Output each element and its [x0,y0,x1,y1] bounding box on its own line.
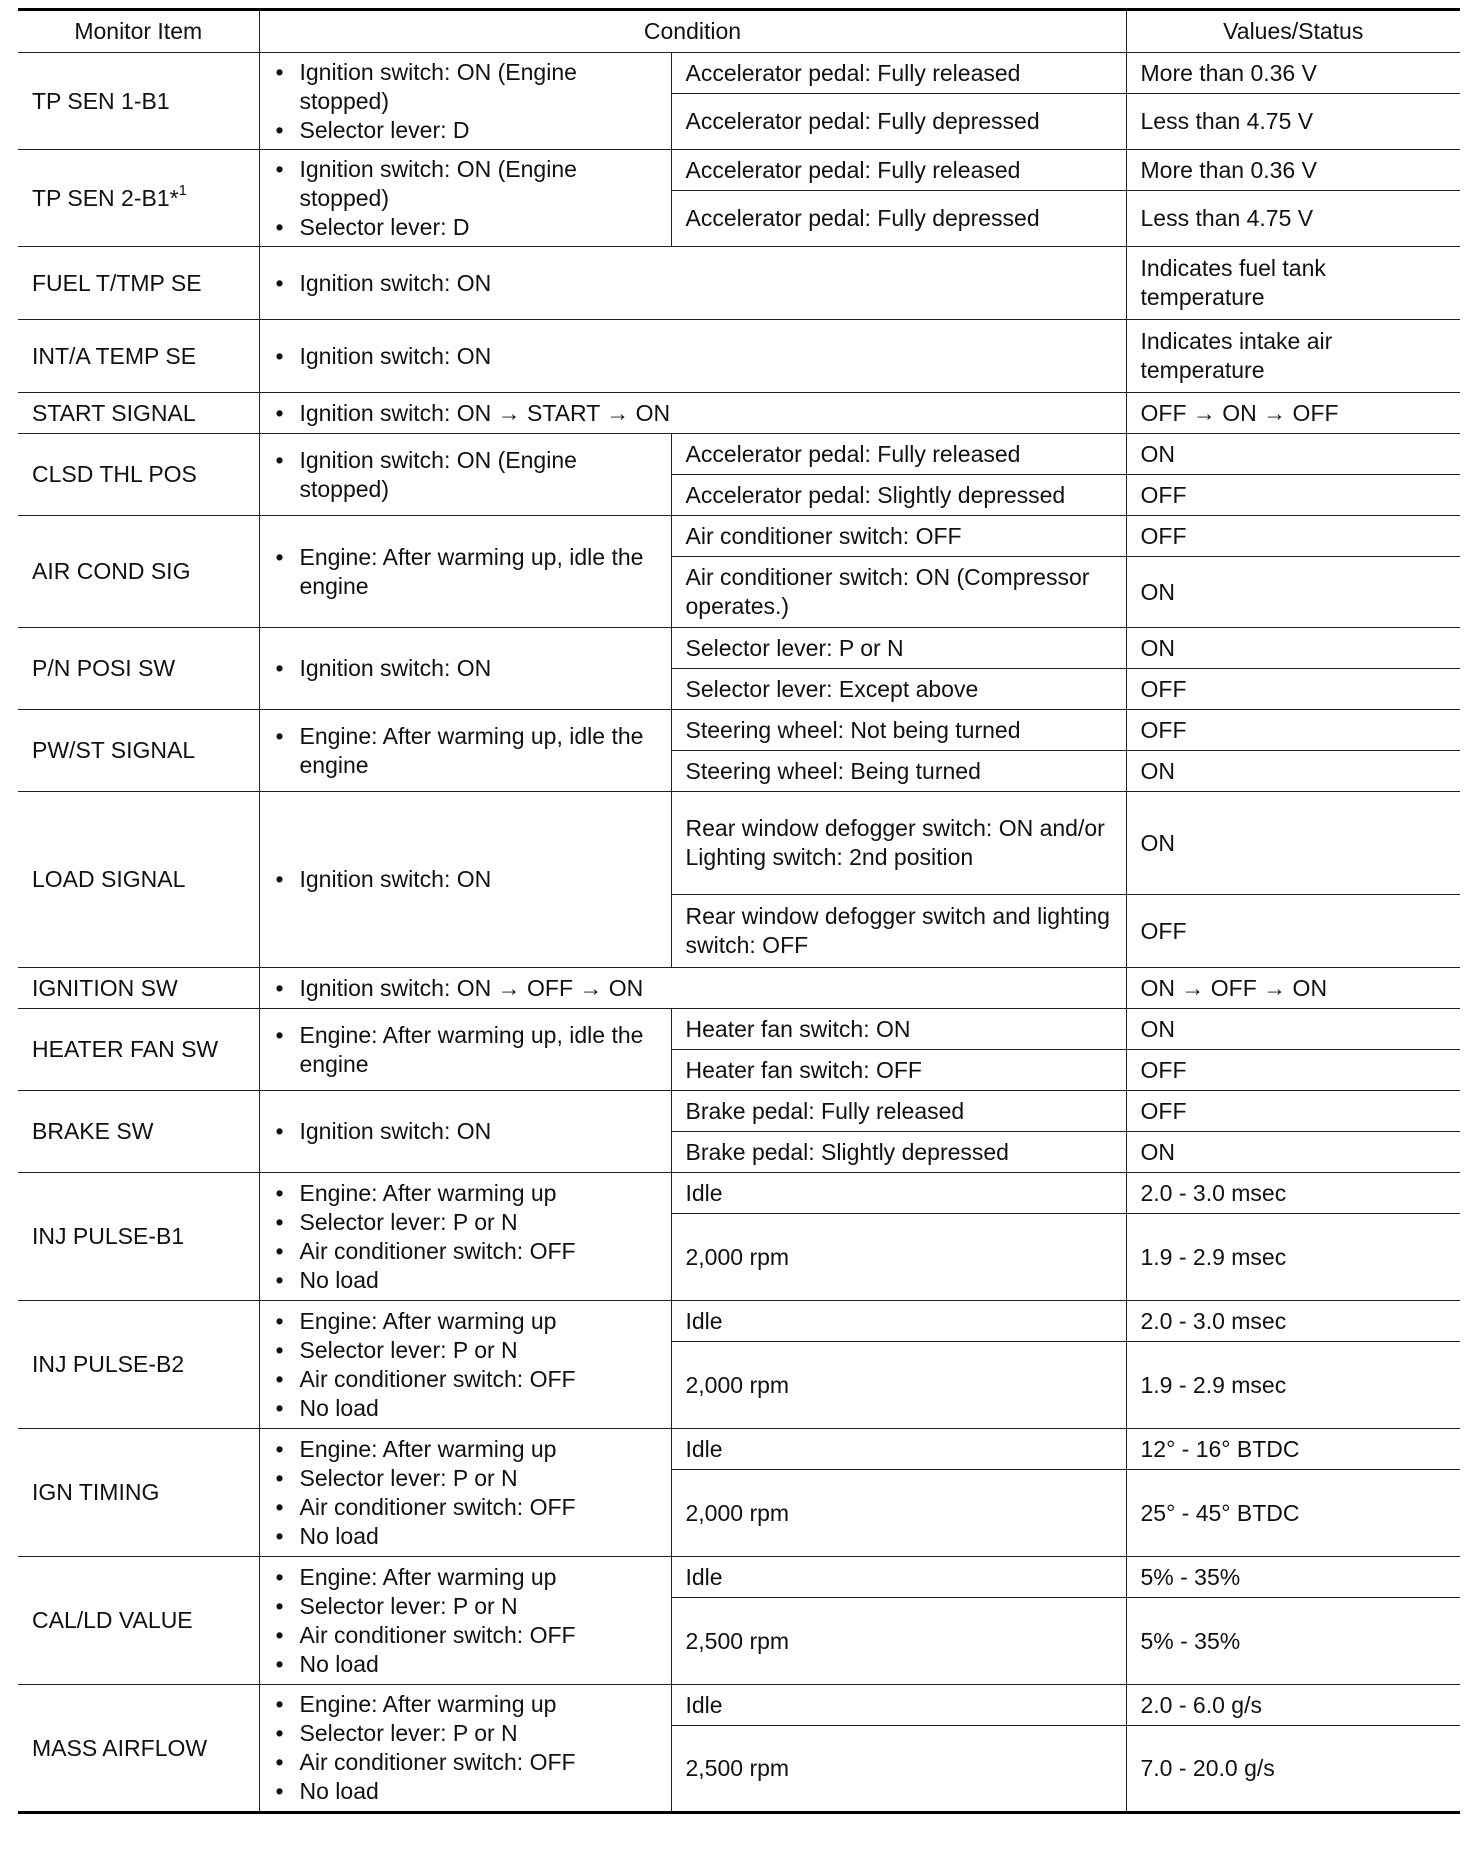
value-status: Indicates fuel tank temperature [1126,247,1460,320]
table-row [18,516,1460,557]
table-row [18,1091,1460,1132]
condition-bullet: • Ignition switch: ON [274,654,657,683]
monitor-item: MASS AIRFLOW [18,1685,259,1813]
table-row [18,53,1460,94]
sub-condition: Accelerator pedal: Slightly depressed [671,475,1126,516]
common-condition [259,434,671,516]
value-status: OFF [1126,895,1460,968]
value-status: ON [1126,1132,1460,1173]
table-header-row [18,10,1460,53]
value-status: ON [1126,1009,1460,1050]
table-row [18,628,1460,669]
sub-condition: 2,500 rpm [671,1598,1126,1685]
value-status: 2.0 - 3.0 msec [1126,1173,1460,1214]
sub-condition: Accelerator pedal: Fully depressed [671,94,1126,150]
value-status: ON → OFF → ON [1126,968,1460,1009]
sub-condition: Brake pedal: Fully released [671,1091,1126,1132]
sub-condition: 2,000 rpm [671,1214,1126,1301]
common-condition [259,393,1126,434]
value-status: 7.0 - 20.0 g/s [1126,1726,1460,1813]
value-status: 5% - 35% [1126,1557,1460,1598]
condition-bullet: • No load [274,1394,657,1423]
common-condition [259,1173,671,1301]
value-status: OFF → ON → OFF [1126,393,1460,434]
sub-condition: Rear window defogger switch and lighting switch: OFF [671,895,1126,968]
value-status: 1.9 - 2.9 msec [1126,1342,1460,1429]
condition-bullet: • Engine: After warming up, idle the engine [274,543,657,601]
header-condition: Condition [259,10,1126,53]
header-monitor-item: Monitor Item [18,10,259,53]
sub-condition: Idle [671,1301,1126,1342]
sub-condition: 2,500 rpm [671,1726,1126,1813]
condition-bullet: • Air conditioner switch: OFF [274,1493,657,1522]
monitor-item: INJ PULSE-B1 [18,1173,259,1301]
common-condition [259,1091,671,1173]
sub-condition: Idle [671,1557,1126,1598]
condition-bullet: • Air conditioner switch: OFF [274,1748,657,1777]
value-status: More than 0.36 V [1126,150,1460,191]
monitor-item: FUEL T/TMP SE [18,247,259,320]
condition-bullet: • Ignition switch: ON [274,269,1112,298]
common-condition [259,968,1126,1009]
monitor-item: CAL/LD VALUE [18,1557,259,1685]
value-status: OFF [1126,669,1460,710]
monitor-item: LOAD SIGNAL [18,792,259,968]
sub-condition: Idle [671,1685,1126,1726]
condition-bullet: • No load [274,1650,657,1679]
condition-bullet: • Selector lever: P or N [274,1336,657,1365]
common-condition [259,792,671,968]
table-row [18,247,1460,320]
sub-condition: Accelerator pedal: Fully released [671,434,1126,475]
condition-bullet: • Engine: After warming up, idle the engine [274,722,657,780]
monitor-item: P/N POSI SW [18,628,259,710]
value-status: OFF [1126,1091,1460,1132]
monitor-item: IGNITION SW [18,968,259,1009]
value-status: ON [1126,751,1460,792]
condition-bullet: • Selector lever: P or N [274,1208,657,1237]
value-status: Less than 4.75 V [1126,94,1460,150]
table-row [18,710,1460,751]
condition-bullet: • Ignition switch: ON [274,865,657,894]
condition-bullet: • Engine: After warming up [274,1435,657,1464]
common-condition [259,628,671,710]
common-condition [259,516,671,628]
sub-condition: Selector lever: Except above [671,669,1126,710]
monitor-item: HEATER FAN SW [18,1009,259,1091]
monitor-item: CLSD THL POS [18,434,259,516]
sub-condition: Steering wheel: Being turned [671,751,1126,792]
sub-condition: Selector lever: P or N [671,628,1126,669]
condition-bullet: • Air conditioner switch: OFF [274,1365,657,1394]
condition-bullet: • No load [274,1266,657,1295]
condition-bullet: • Selector lever: P or N [274,1592,657,1621]
sub-condition: 2,000 rpm [671,1470,1126,1557]
common-condition [259,1009,671,1091]
condition-bullet: • No load [274,1522,657,1551]
monitor-item: TP SEN 2-B1*$^1$ [18,150,259,247]
sub-condition: Air conditioner switch: OFF [671,516,1126,557]
table-row [18,320,1460,393]
common-condition [259,247,1126,320]
sub-condition: 2,000 rpm [671,1342,1126,1429]
table-row [18,792,1460,895]
sub-condition: Accelerator pedal: Fully depressed [671,191,1126,247]
common-condition [259,150,671,247]
monitor-item: AIR COND SIG [18,516,259,628]
value-status: 12° - 16° BTDC [1126,1429,1460,1470]
monitor-spec-table [18,8,1460,1814]
condition-bullet: • Selector lever: D [274,116,657,145]
condition-bullet: • No load [274,1777,657,1806]
table-row [18,1009,1460,1050]
table-row [18,1685,1460,1726]
condition-bullet: • Engine: After warming up [274,1563,657,1592]
value-status: 5% - 35% [1126,1598,1460,1685]
header-values-status: Values/Status [1126,10,1460,53]
monitor-item: INT/A TEMP SE [18,320,259,393]
condition-bullet: • Selector lever: D [274,213,657,242]
monitor-item: IGN TIMING [18,1429,259,1557]
value-status: ON [1126,792,1460,895]
monitor-item: PW/ST SIGNAL [18,710,259,792]
common-condition [259,1685,671,1813]
condition-bullet: • Engine: After warming up [274,1690,657,1719]
monitor-item: START SIGNAL [18,393,259,434]
table-row [18,150,1460,191]
table-row [18,1301,1460,1342]
table-row [18,968,1460,1009]
common-condition [259,1301,671,1429]
table-row [18,393,1460,434]
condition-bullet: • Engine: After warming up [274,1179,657,1208]
condition-bullet: • Ignition switch: ON → START → ON [274,399,1112,428]
value-status: 2.0 - 3.0 msec [1126,1301,1460,1342]
sub-condition: Air conditioner switch: ON (Compressor operates.) [671,557,1126,628]
footnote-marker: 1 [178,181,187,199]
condition-bullet: • Selector lever: P or N [274,1464,657,1493]
value-status: ON [1126,557,1460,628]
value-status: Less than 4.75 V [1126,191,1460,247]
value-status: 1.9 - 2.9 msec [1126,1214,1460,1301]
value-status: 25° - 45° BTDC [1126,1470,1460,1557]
value-status: OFF [1126,710,1460,751]
value-status: OFF [1126,516,1460,557]
condition-bullet: • Ignition switch: ON → OFF → ON [274,974,1112,1003]
condition-bullet: • Engine: After warming up [274,1307,657,1336]
condition-bullet: • Ignition switch: ON (Engine stopped) [274,155,657,213]
common-condition [259,1429,671,1557]
condition-bullet: • Engine: After warming up, idle the engine [274,1021,657,1079]
sub-condition: Rear window defogger switch: ON and/or Lighting switch: 2nd position [671,792,1126,895]
monitor-item: TP SEN 1-B1 [18,53,259,150]
common-condition [259,320,1126,393]
condition-bullet: • Ignition switch: ON [274,1117,657,1146]
condition-bullet: • Ignition switch: ON (Engine stopped) [274,58,657,116]
table-row [18,1173,1460,1214]
condition-bullet: • Selector lever: P or N [274,1719,657,1748]
monitor-item: INJ PULSE-B2 [18,1301,259,1429]
value-status: 2.0 - 6.0 g/s [1126,1685,1460,1726]
value-status: More than 0.36 V [1126,53,1460,94]
sub-condition: Accelerator pedal: Fully released [671,53,1126,94]
value-status: Indicates intake air temperature [1126,320,1460,393]
sub-condition: Accelerator pedal: Fully released [671,150,1126,191]
value-status: ON [1126,434,1460,475]
sub-condition: Idle [671,1429,1126,1470]
sub-condition: Idle [671,1173,1126,1214]
sub-condition: Heater fan switch: OFF [671,1050,1126,1091]
condition-bullet: • Ignition switch: ON [274,342,1112,371]
common-condition [259,53,671,150]
table-row [18,434,1460,475]
value-status: OFF [1126,475,1460,516]
common-condition [259,1557,671,1685]
sub-condition: Heater fan switch: ON [671,1009,1126,1050]
condition-bullet: • Ignition switch: ON (Engine stopped) [274,446,657,504]
value-status: ON [1126,628,1460,669]
common-condition [259,710,671,792]
condition-bullet: • Air conditioner switch: OFF [274,1621,657,1650]
table-row [18,1429,1460,1470]
value-status: OFF [1126,1050,1460,1091]
sub-condition: Brake pedal: Slightly depressed [671,1132,1126,1173]
sub-condition: Steering wheel: Not being turned [671,710,1126,751]
table-row [18,1557,1460,1598]
monitor-item: BRAKE SW [18,1091,259,1173]
condition-bullet: • Air conditioner switch: OFF [274,1237,657,1266]
